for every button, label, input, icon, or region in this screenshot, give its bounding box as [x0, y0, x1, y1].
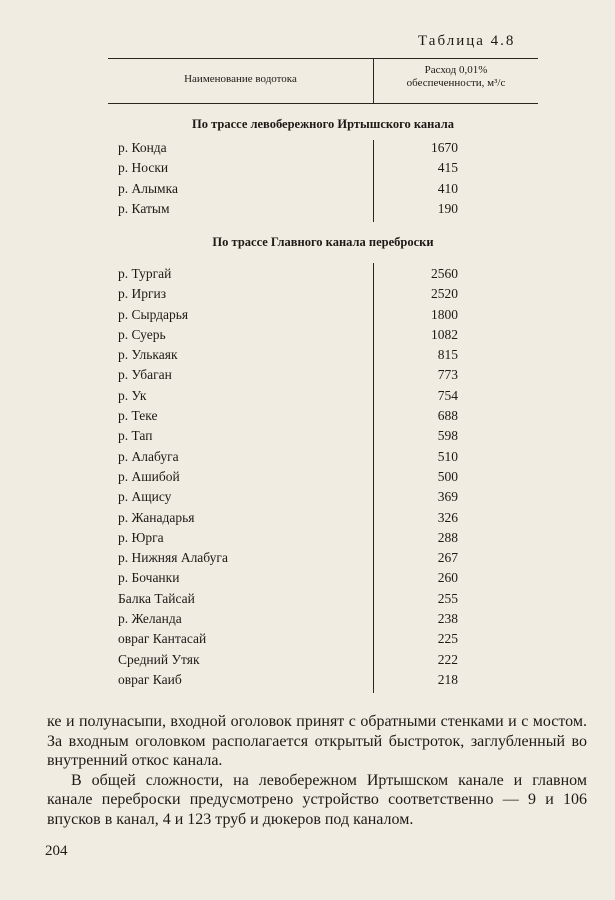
column-header-flow-line1: Расход 0,01% [424, 64, 488, 76]
column-header-flow [374, 64, 538, 90]
table-row [118, 388, 458, 408]
river-name: Балка Тайсай [118, 590, 195, 606]
flow-value: 773 [437, 367, 458, 383]
table-row [118, 428, 458, 448]
table-row [118, 347, 458, 367]
flow-value: 415 [437, 160, 458, 176]
flow-value: 1800 [431, 306, 458, 322]
table-row [118, 307, 458, 327]
flow-value: 255 [437, 590, 458, 606]
flow-value: 326 [437, 509, 458, 525]
flow-value: 1082 [431, 326, 458, 342]
river-name: р. Желанда [118, 611, 182, 627]
table-row [118, 591, 458, 611]
river-name: р. Ук [118, 387, 147, 403]
river-name: р. Суерь [118, 326, 166, 342]
flow-value: 260 [437, 570, 458, 586]
body-text [47, 712, 587, 829]
flow-value: 2520 [431, 286, 458, 302]
table-row [118, 408, 458, 428]
flow-value: 288 [437, 529, 458, 545]
table-row [118, 266, 458, 286]
rows-irtysh [118, 140, 458, 221]
flow-value: 369 [437, 489, 458, 505]
paragraph-continued: ке и полунасыпи, входной оголовок принят с обратными стенками и с мостом. За входным оголовком располагается открытый быстроток, заглубленный во внутренний откос канала. [47, 713, 587, 769]
table-header-rule [108, 103, 538, 104]
table-title: Таблица 4.8 [418, 33, 516, 49]
river-name: р. Носки [118, 160, 169, 176]
river-name: р. Конда [118, 140, 167, 155]
river-name: р. Алымка [118, 180, 178, 196]
table-row [118, 181, 458, 201]
river-name: р. Улькаяк [118, 347, 178, 363]
table-row [118, 489, 458, 509]
table-row [118, 449, 458, 469]
table-row [118, 611, 458, 631]
table-row [118, 367, 458, 387]
flow-value: 815 [437, 347, 458, 363]
table-row [118, 201, 458, 221]
river-name: р. Убаган [118, 367, 172, 383]
column-header-name: Наименование водотока [184, 73, 297, 85]
table-row [118, 469, 458, 489]
section-title-main-canal: По трассе Главного канала переброски [212, 235, 434, 249]
river-name: овраг Каиб [118, 671, 182, 687]
table-row [118, 286, 458, 306]
river-name: р. Иргиз [118, 286, 167, 302]
table-row [118, 160, 458, 180]
table-row [118, 530, 458, 550]
flow-value: 688 [437, 408, 458, 424]
river-name: Средний Утяк [118, 651, 200, 667]
flow-value: 238 [437, 611, 458, 627]
flow-value: 598 [437, 428, 458, 444]
page-number: 204 [45, 843, 68, 859]
table-row [118, 550, 458, 570]
river-name: р. Бочанки [118, 570, 180, 586]
table-row [118, 652, 458, 672]
river-name: р. Тургай [118, 266, 172, 281]
river-name: р. Ащису [118, 489, 172, 505]
flow-value: 267 [437, 550, 458, 566]
river-name: р. Алабуга [118, 448, 179, 464]
flow-value: 1670 [431, 140, 458, 155]
flow-value: 225 [437, 631, 458, 647]
table-row [118, 631, 458, 651]
flow-value: 510 [437, 448, 458, 464]
table-row [118, 510, 458, 530]
flow-value: 218 [437, 671, 458, 687]
rows-main-canal [118, 266, 458, 692]
paragraph-summary: В общей сложности, на левобережном Иртышском канале и главном канале переброски предусмотрено устройство соответственно — 9 и 106 впусков в канал, 4 и 123 труб и дюкеров под каналом. [47, 771, 587, 828]
table-row [118, 327, 458, 347]
river-name: овраг Кантасай [118, 631, 207, 647]
flow-value: 2560 [431, 266, 458, 281]
table-row [118, 570, 458, 590]
river-name: р. Жанадарья [118, 509, 195, 525]
river-name: р. Сырдарья [118, 306, 189, 322]
table-row [118, 672, 458, 692]
river-name: р. Юрга [118, 529, 164, 545]
flow-value: 222 [437, 651, 458, 667]
table-top-rule [108, 58, 538, 59]
flow-value: 410 [437, 180, 458, 196]
flow-value: 500 [437, 468, 458, 484]
river-name: р. Катым [118, 200, 170, 216]
river-name: р. Ашибой [118, 468, 180, 484]
section-title-irtysh: По трассе левобережного Иртышского канала [191, 117, 454, 131]
river-name: р. Тап [118, 428, 153, 444]
river-name: р. Нижняя Алабуга [118, 550, 228, 566]
column-header-flow-line2: обеспеченности, м³/с [406, 77, 506, 89]
flow-value: 190 [437, 200, 458, 216]
river-name: р. Теке [118, 408, 158, 424]
flow-value: 754 [437, 387, 458, 403]
table-row [118, 140, 458, 160]
